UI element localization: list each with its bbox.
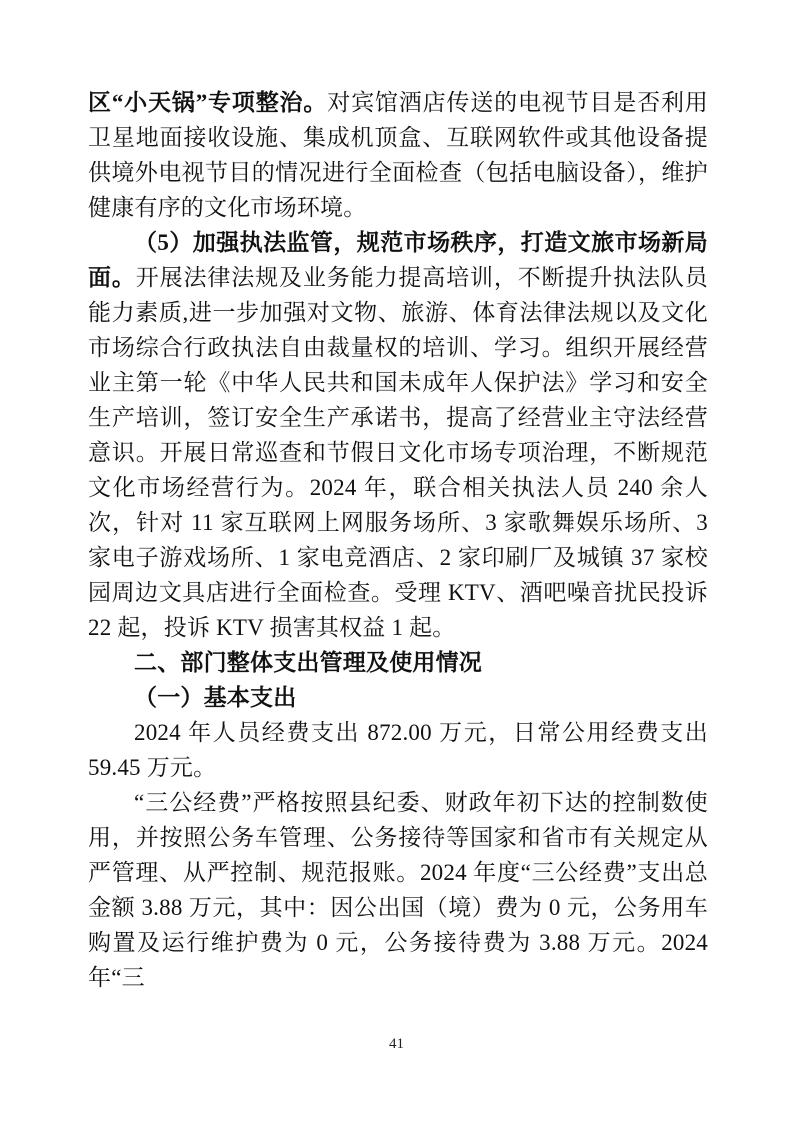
para-satellite-tv-inspection xyxy=(88,85,708,225)
page-number: 41 xyxy=(389,1036,404,1052)
para-personnel-expense xyxy=(88,715,708,785)
heading-basic-expenditure xyxy=(88,680,708,715)
bold-text-run: 二、部门整体支出管理及使用情况 xyxy=(134,650,482,675)
para-law-enforcement-supervision xyxy=(88,225,708,645)
bold-text-run: 区“小天锅”专项整治。 xyxy=(88,90,328,115)
text-run: 对宾馆酒店传送的电视节目是否利用卫星地面接收设施、集成机顶盒、互联网软件或其他设备提供境外电视节目的情况进行全面检查（包括电脑设备），维护健康有序的文化市场环境。 xyxy=(88,90,709,220)
bold-text-run: （一）基本支出 xyxy=(134,685,297,710)
text-run: “三公经费”严格按照县纪委、财政年初下达的控制数使用，并按照公务车管理、公务接待等国家和省市有关规定从严管理、从严控制、规范报账。2024 年度“三公经费”支出总金额 3.88 万元，其中：因公出国（境）费为 0 元，公务用车购置及运行维护费为 0 元，公务接待费为 3.88 万元。2024 年“三 xyxy=(88,790,708,990)
text-run: 开展法律法规及业务能力提高培训，不断提升执法队员能力素质,进一步加强对文物、旅游、体育法律法规以及文化市场综合行政执法自由裁量权的培训、学习。组织开展经营业主第一轮《中华人民共和国未成年人保护法》学习和安全生产培训，签订安全生产承诺书，提高了经营业主守法经营意识。开展日常巡查和节假日文化市场专项治理，不断规范文化市场经营行为。2024 年，联合相关执法人员 240 余人次，针对 11 家互联网上网服务场所、3 家歌舞娱乐场所、3 家电子游戏场所、1 家电竞酒店、2 家印刷厂及城镇 37 家校园周边文具店进行全面检查。受理 KTV、酒吧噪音扰民投诉 22 起，投诉 KTV 损害其权益 1 起。 xyxy=(88,265,708,640)
heading-section-two-overall-expenditure xyxy=(88,645,708,680)
text-run: 2024 年人员经费支出 872.00 万元，日常公用经费支出 59.45 万元。 xyxy=(88,720,708,780)
document-body xyxy=(88,85,708,995)
bold-text-run: （5）加强执法监管，规范市场秩序，打造文旅市场新局面。 xyxy=(88,230,708,290)
para-three-public-expenses xyxy=(88,785,708,995)
